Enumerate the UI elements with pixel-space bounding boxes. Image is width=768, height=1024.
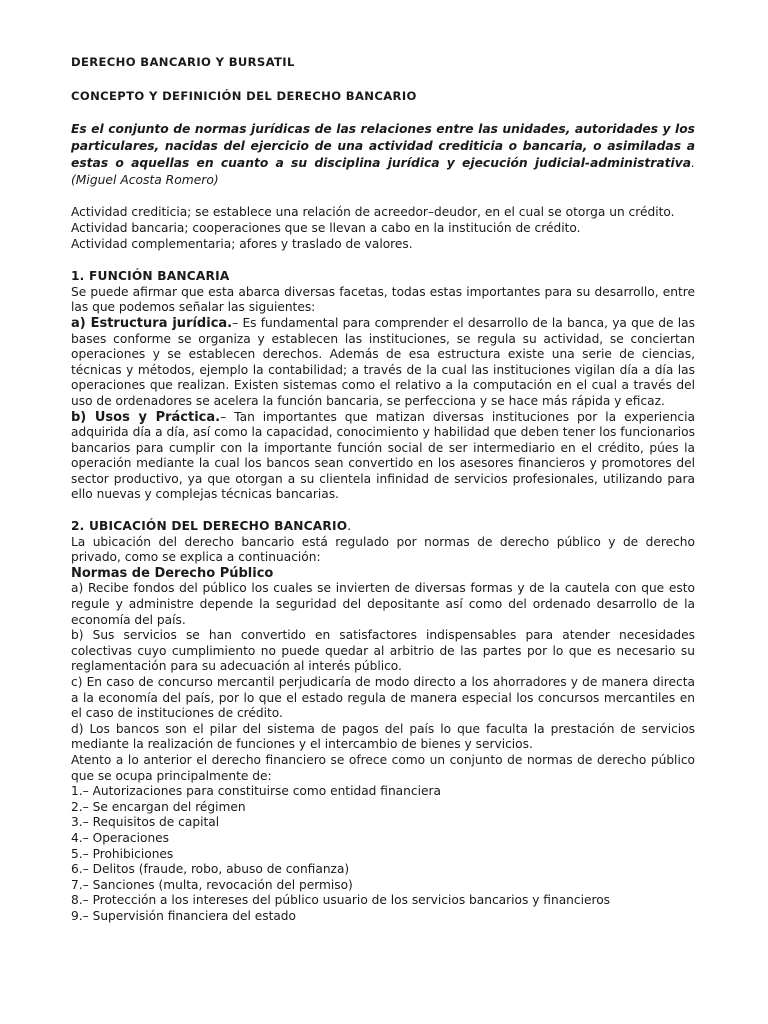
list-item: 9.– Supervisión financiera del estado: [71, 908, 297, 923]
paragraph-text: – Es fundamental para comprender el desarrollo de la banca, ya que de las bases conforme se organiza y establecen las instituciones, se regula su actividad, se conciertan operaciones y se establecen derechos. Además de esa estructura existe una serie de ciencias, técnicas y métodos, ejemplo la contabilidad; a través de la cual las instituciones vigilan día a día las operaciones que realizan. Existen sistemas como el relativo a la computación en el cual a través del uso de ordenadores se acelera la función bancaria, se perfecciona y se hace más rápida y eficaz.: [71, 315, 695, 408]
paragraph-label: a) Estructura jurídica.: [71, 315, 233, 331]
list-item: 2.– Se encargan del régimen: [71, 799, 246, 814]
paragraph-text: – Tan importantes que matizan diversas instituciones por la experiencia adquirida día a día, así como la capacidad, conocimiento y habilidad que deben tener los funcionarios bancarios para cumplir con la importante función social de ser intermediario en el crédito, púes la operación mediante la cual los bancos sean convertido en los asesores financieros y promotores del sector productivo, ya que otorgan a su clientela infinidad de servicios profesionales, utilizando para ello nuevas y complejas técnicas bancarias.: [71, 409, 695, 502]
section-funcion-bancaria: [71, 269, 695, 503]
paragraph-usos-practica: [71, 410, 695, 504]
paragraph-item: Atento a lo anterior el derecho financiero se ofrece como un conjunto de normas de derecho público que se ocupa principalmente de:: [71, 752, 695, 783]
section-intro: La ubicación del derecho bancario está regulado por normas de derecho público y de derecho privado, como se explica a continuación:: [71, 534, 695, 565]
list-item: 3.– Requisitos de capital: [71, 815, 220, 830]
paragraph-item: b) Sus servicios se han convertido en satisfactores indispensables para atender necesidades colectivas cuyo cumplimiento no puede quedar al arbitrio de las partes por lo que es necesario su reglamentación para su adecuación al interés público.: [71, 628, 695, 674]
section-heading-suffix: .: [347, 519, 352, 534]
definition-text: Es el conjunto de normas jurídicas de las relaciones entre las unidades, autoridades y los particulares, nacidas del ejercicio de una actividad crediticia o bancaria, o asimiladas a estas o aquellas en cuanto a su disciplina jurídica y ejecución judicial-administrativa: [71, 122, 695, 170]
list-item: 4.– Operaciones: [71, 830, 170, 845]
list-item: 7.– Sanciones (multa, revocación del permiso): [71, 877, 353, 892]
definition-author: . (Miguel Acosta Romero): [71, 155, 695, 187]
document-subtitle: CONCEPTO Y DEFINICIÓN DEL DERECHO BANCARIO: [71, 88, 417, 103]
document-title: DERECHO BANCARIO Y BURSATIL: [71, 55, 295, 69]
activity-line: Actividad complementaria; afores y traslado de valores.: [71, 236, 413, 251]
section-heading: 1. FUNCIÓN BANCARIA: [71, 269, 230, 284]
paragraph-item: c) En caso de concurso mercantil perjudicaría de modo directo a los ahorradores y de manera directa a la economía del país, por lo que el estado regula de manera especial los concursos mercantiles en el caso de instituciones de crédito.: [71, 675, 695, 721]
list-item: 5.– Prohibiciones: [71, 846, 174, 861]
activity-line: Actividad bancaria; cooperaciones que se llevan a cabo en la institución de crédito.: [71, 220, 581, 235]
section-heading: [71, 519, 695, 535]
activity-line: Actividad crediticia; se establece una relación de acreedor–deudor, en el cual se otorga un crédito.: [71, 205, 675, 220]
list-item: 1.– Autorizaciones para constituirse como entidad financiera: [71, 784, 441, 799]
section-heading-text: 2. UBICACIÓN DEL DERECHO BANCARIO: [71, 519, 348, 534]
section-ubicacion: [71, 519, 695, 924]
paragraph-item: d) Los bancos son el pilar del sistema de pagos del país lo que faculta la prestación de servicios mediante la realización de funciones y el intercambio de bienes y servicios.: [71, 721, 695, 752]
section-intro: Se puede afirmar que esta abarca diversas facetas, todas estas importantes para su desarrollo, entre las que podemos señalar las siguientes:: [71, 284, 695, 315]
activities-block: [71, 205, 695, 252]
subsection-heading: Normas de Derecho Público: [71, 565, 274, 581]
list-item: 8.– Protección a los intereses del público usuario de los servicios bancarios y financieros: [71, 893, 611, 908]
paragraph-item: a) Recibe fondos del público los cuales se invierten de diversas formas y de la cautela con que esto regule y administre depende la seguridad del depositante así como del ordenado desarrollo de la economía del país.: [71, 581, 695, 627]
paragraph-estructura-juridica: [71, 316, 695, 410]
paragraph-label: b) Usos y Práctica.: [71, 409, 221, 425]
definition-quote: [71, 121, 695, 188]
numbered-list: [71, 784, 695, 924]
list-item: 6.– Delitos (fraude, robo, abuso de confianza): [71, 862, 350, 877]
spacer: [71, 503, 695, 519]
